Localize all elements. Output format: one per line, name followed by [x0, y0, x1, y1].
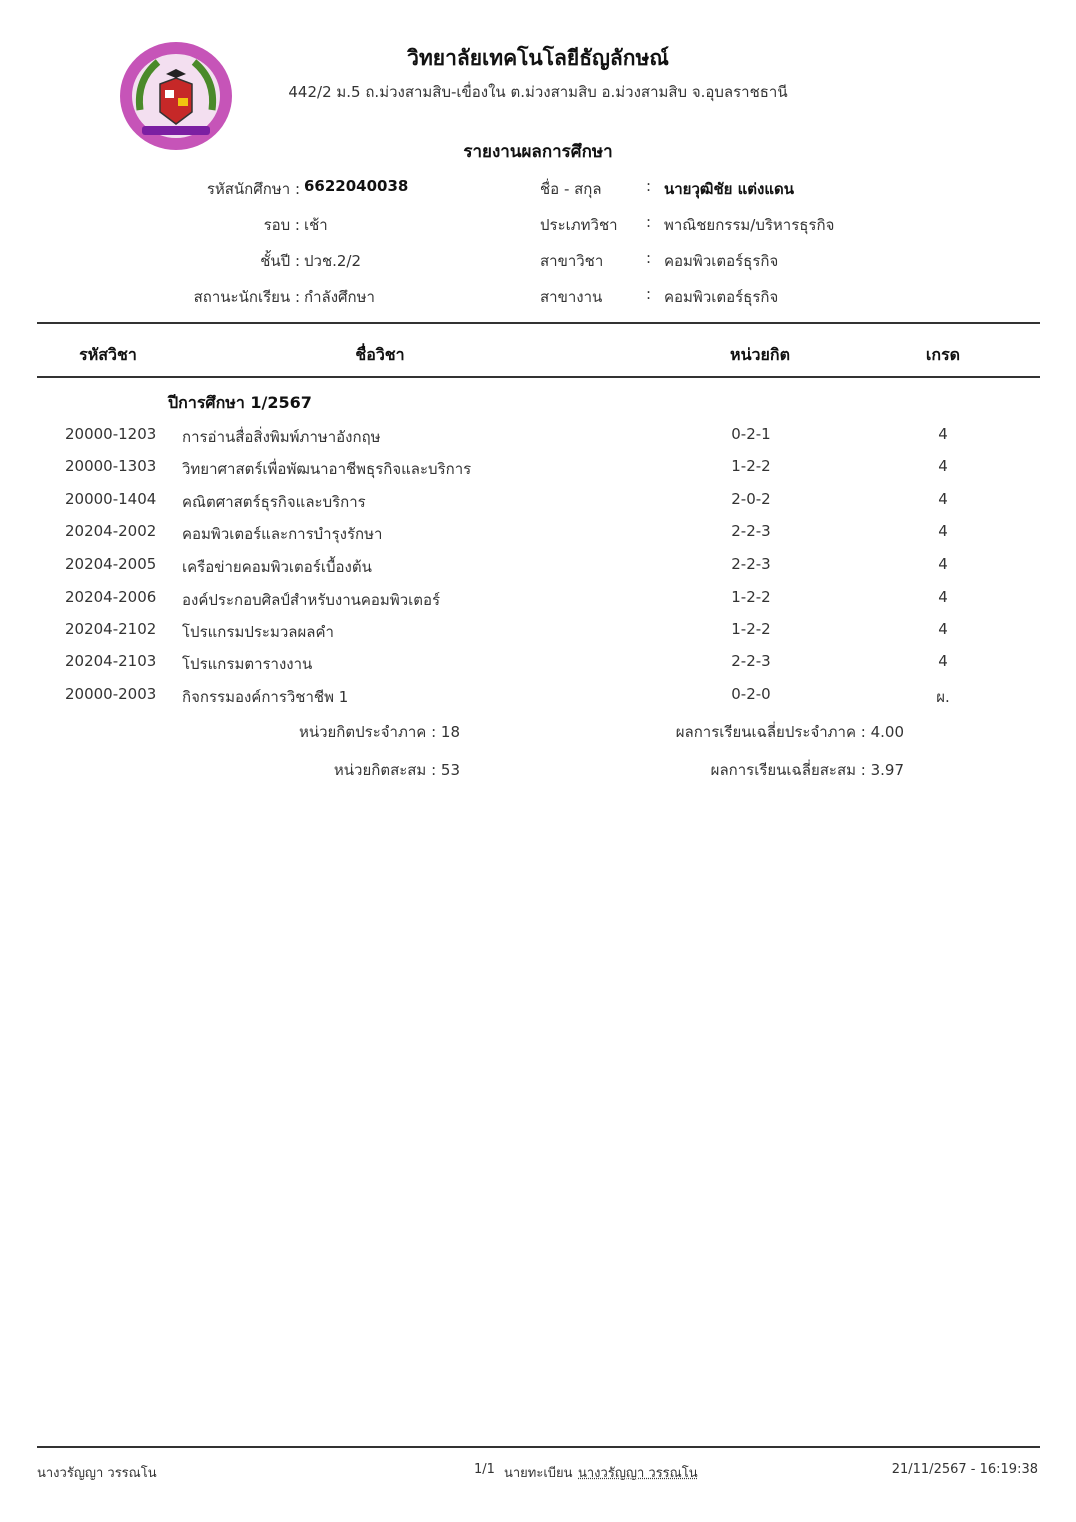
- course-code: 20204-2005: [65, 555, 157, 573]
- course-code: 20000-2003: [65, 685, 157, 703]
- major-colon: :: [646, 249, 652, 267]
- course-grade: 4: [938, 588, 948, 606]
- work-value: คอมพิวเตอร์ธุรกิจ: [664, 288, 779, 306]
- registrar-label: นายทะเบียน: [504, 1466, 573, 1481]
- semester-credits: หน่วยกิตประจำภาค : 18: [298, 723, 460, 741]
- course-grade: 4: [938, 555, 948, 573]
- print-datetime: 21/11/2567 - 16:19:38: [891, 1462, 1038, 1477]
- status-value: กำลังศึกษา: [304, 288, 375, 306]
- total-credits: หน่วยกิตสะสม : 53: [333, 761, 460, 779]
- course-code: 20000-1404: [65, 490, 157, 508]
- header-credits: หน่วยกิต: [730, 345, 790, 364]
- course-name: คอมพิวเตอร์และการบำรุงรักษา: [182, 525, 383, 543]
- course-name: องค์ประกอบศิลป์สำหรับงานคอมพิวเตอร์: [182, 591, 441, 609]
- semester-heading: ปีการศึกษา 1/2567: [168, 393, 312, 412]
- status-label: สถานะนักเรียน :: [193, 288, 300, 306]
- header-name: ชื่อวิชา: [355, 345, 405, 364]
- printed-by: นางวรัญญา วรรณโน: [37, 1466, 157, 1481]
- course-name: วิทยาศาสตร์เพื่อพัฒนาอาชีพธุรกิจและบริการ: [182, 460, 472, 478]
- course-grade: ผ.: [936, 688, 950, 706]
- course-code: 20204-2103: [65, 652, 157, 670]
- course-name: คณิตศาสตร์ธุรกิจและบริการ: [182, 493, 366, 511]
- table-row: [0, 522, 1076, 550]
- round-value: เช้า: [304, 216, 328, 234]
- table-header-divider: [37, 376, 1040, 378]
- table-row: [0, 620, 1076, 648]
- course-credits: 2-0-2: [731, 490, 771, 508]
- name-label: ชื่อ - สกุล: [540, 180, 602, 198]
- course-grade: 4: [938, 522, 948, 540]
- course-credits: 2-2-3: [731, 522, 771, 540]
- course-name: การอ่านสื่อสิ่งพิมพ์ภาษาอังกฤษ: [182, 428, 381, 446]
- footer-divider: [37, 1446, 1040, 1448]
- course-grade: 4: [938, 620, 948, 638]
- course-grade: 4: [938, 425, 948, 443]
- table-row: [0, 652, 1076, 680]
- course-credits: 0-2-1: [731, 425, 771, 443]
- name-colon: :: [646, 177, 652, 195]
- college-name: วิทยาลัยเทคโนโลยีธัญลักษณ์: [407, 46, 669, 70]
- course-code: 20204-2102: [65, 620, 157, 638]
- table-top-divider: [37, 322, 1040, 324]
- registrar-signature: นางวรัญญา วรรณโน: [578, 1466, 698, 1481]
- course-name: โปรแกรมประมวลผลคำ: [182, 623, 334, 641]
- college-address: 442/2 ม.5 ถ.ม่วงสามสิบ-เขื่องใน ต.ม่วงสามสิบ อ.ม่วงสามสิบ จ.อุบลราชธานี: [288, 83, 788, 101]
- course-credits: 1-2-2: [731, 620, 771, 638]
- type-label: ประเภทวิชา: [540, 216, 618, 234]
- work-label: สาขางาน: [540, 288, 603, 306]
- page-number: 1/1: [474, 1462, 495, 1477]
- table-row: [0, 425, 1076, 453]
- student-id-value: 6622040038: [304, 177, 409, 195]
- table-row: [0, 490, 1076, 518]
- course-credits: 0-2-0: [731, 685, 771, 703]
- header-code: รหัสวิชา: [79, 345, 137, 364]
- type-value: พาณิชยกรรม/บริหารธุรกิจ: [664, 216, 835, 234]
- table-row: [0, 457, 1076, 485]
- course-credits: 2-2-3: [731, 652, 771, 670]
- course-code: 20204-2002: [65, 522, 157, 540]
- course-credits: 1-2-2: [731, 457, 771, 475]
- report-title: รายงานผลการศึกษา: [463, 142, 613, 162]
- name-value: นายวุฒิชัย แต่งแดน: [664, 180, 795, 198]
- type-colon: :: [646, 213, 652, 231]
- major-value: คอมพิวเตอร์ธุรกิจ: [664, 252, 779, 270]
- round-label: รอบ :: [263, 216, 300, 234]
- course-name: โปรแกรมตารางงาน: [182, 655, 313, 673]
- course-grade: 4: [938, 490, 948, 508]
- semester-gpa: ผลการเรียนเฉลี่ยประจำภาค : 4.00: [675, 723, 904, 741]
- work-colon: :: [646, 285, 652, 303]
- course-credits: 1-2-2: [731, 588, 771, 606]
- course-code: 20000-1203: [65, 425, 157, 443]
- header-grade: เกรด: [925, 345, 961, 364]
- course-name: กิจกรรมองค์การวิชาชีพ 1: [182, 688, 349, 706]
- course-grade: 4: [938, 457, 948, 475]
- table-row: [0, 555, 1076, 583]
- year-value: ปวช.2/2: [304, 252, 362, 270]
- table-row: [0, 685, 1076, 713]
- major-label: สาขาวิชา: [540, 252, 604, 270]
- year-label: ชั้นปี :: [260, 252, 300, 270]
- total-gpa: ผลการเรียนเฉลี่ยสะสม : 3.97: [710, 761, 904, 779]
- course-code: 20204-2006: [65, 588, 157, 606]
- course-grade: 4: [938, 652, 948, 670]
- course-name: เครือข่ายคอมพิวเตอร์เบื้องต้น: [182, 558, 372, 576]
- course-credits: 2-2-3: [731, 555, 771, 573]
- course-code: 20000-1303: [65, 457, 157, 475]
- student-id-label: รหัสนักศึกษา :: [206, 180, 300, 198]
- table-row: [0, 588, 1076, 616]
